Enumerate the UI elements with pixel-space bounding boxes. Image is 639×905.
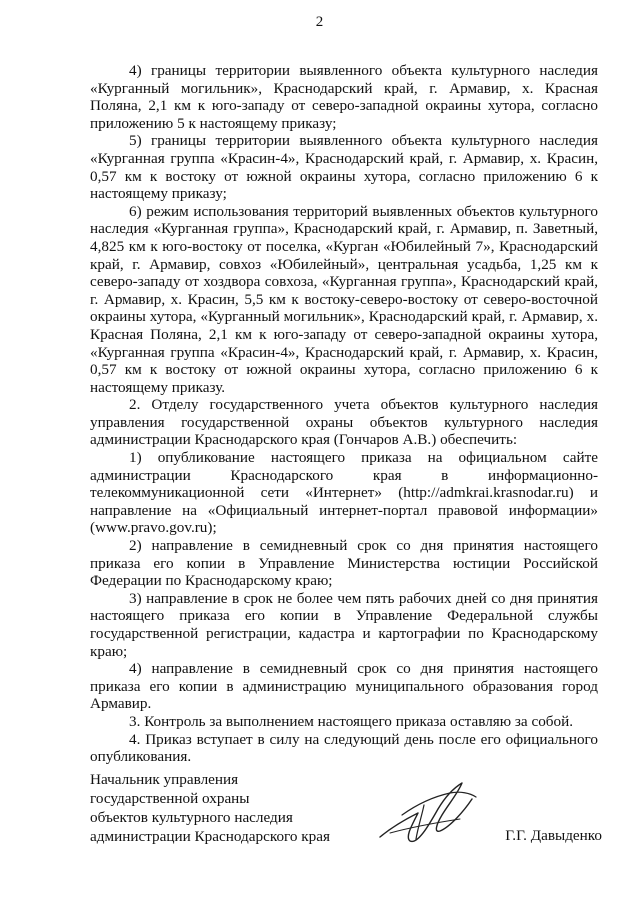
signatory-title-line: государственной охраны [90,790,250,807]
paragraph-4-entry-into-force: 4. Приказ вступает в силу на следующий день после его официального опубликования. [90,730,598,766]
handwritten-signature [372,775,482,850]
paragraph-2-2-ministry-of-justice: 2) направление в семидневный срок со дня принятия настоящего приказа его копии в Управление Министерства юстиции Российской Федерации по Краснодарскому краю; [90,537,598,590]
page-number: 2 [315,14,324,30]
paragraph-2-3-registration-service: 3) направление в срок не более чем пять рабочих дней со дня принятия настоящего приказа его копии в Управление Федеральной службы государственной регистрации, кадастра и картографии по Краснодарскому краю; [90,589,598,660]
signatory-title-line: Начальник управления [90,771,239,788]
signatory-title-line: объектов культурного наследия [90,809,293,826]
paragraph-1-5-boundaries-krasin-4: 5) границы территории выявленного объекта культурного наследия «Курганная группа «Красин-4», Краснодарский край, г. Армавир, х. Красин, 0,57 км к востоку от южной окраины хутора, согласно приложению 6 к настоящему приказу; [90,132,598,203]
paragraph-2-department-duties: 2. Отделу государственного учета объектов культурного наследия управления государственной охраны объектов культурного наследия администрации Краснодарского края (Гончаров А.В.) обеспечить: [90,396,598,449]
signatory-name: Г.Г. Давыденко [505,827,602,844]
signatory-title [90,770,330,846]
paragraph-1-6-usage-regime: 6) режим использования территорий выявленных объектов культурного наследия «Курганная группа», Краснодарский край, г. Армавир, п. Заветный, 4,825 км к юго-востоку от поселка, «Курган «Юбилейный 7», Краснодарский край, г. Армавир, совхоз «Юбилейный», центральная усадьба, 1,25 км к северо-западу от хоздвора совхоза, «Курганная группа», Краснодарский край, г. Армавир, х. Красин, 5,5 км к востоку-северо-востоку от северо-восточной окраины хутора, «Курганный могильник», Краснодарский край, г. Армавир, х. Красная Поляна, 2,1 км к юго-западу от северо-западной окраины хутора, «Курганная группа «Красин-4», Краснодарский край, г. Армавир, х. Красин, 0,57 км к востоку от южной окраины хутора, согласно приложению 6 к настоящему приказу. [90,202,598,396]
paragraph-2-4-armavir-administration: 4) направление в семидневный срок со дня принятия настоящего приказа его копии в администрацию муниципального образования город Армавир. [90,660,598,713]
paragraph-1-4-boundaries-kurgan-mogilnik: 4) границы территории выявленного объекта культурного наследия «Курганный могильник», Краснодарский край, г. Армавир, х. Красная Поляна, 2,1 км к юго-западу от северо-западной окраины хутора, согласно приложению 5 к настоящему приказу; [90,62,598,132]
signatory-title-line: администрации Краснодарского края [90,828,330,845]
paragraph-3-control: 3. Контроль за выполнением настоящего приказа оставляю за собой. [129,712,574,730]
document-body [90,62,598,766]
paragraph-2-1-publication: 1) опубликование настоящего приказа на официальном сайте администрации Краснодарского края в информационно-телекоммуникационной сети «Интернет» (http://admkrai.krasnodar.ru) и направление на «Официальный интернет-портал правовой информации» (www.pravo.gov.ru); [90,449,598,537]
